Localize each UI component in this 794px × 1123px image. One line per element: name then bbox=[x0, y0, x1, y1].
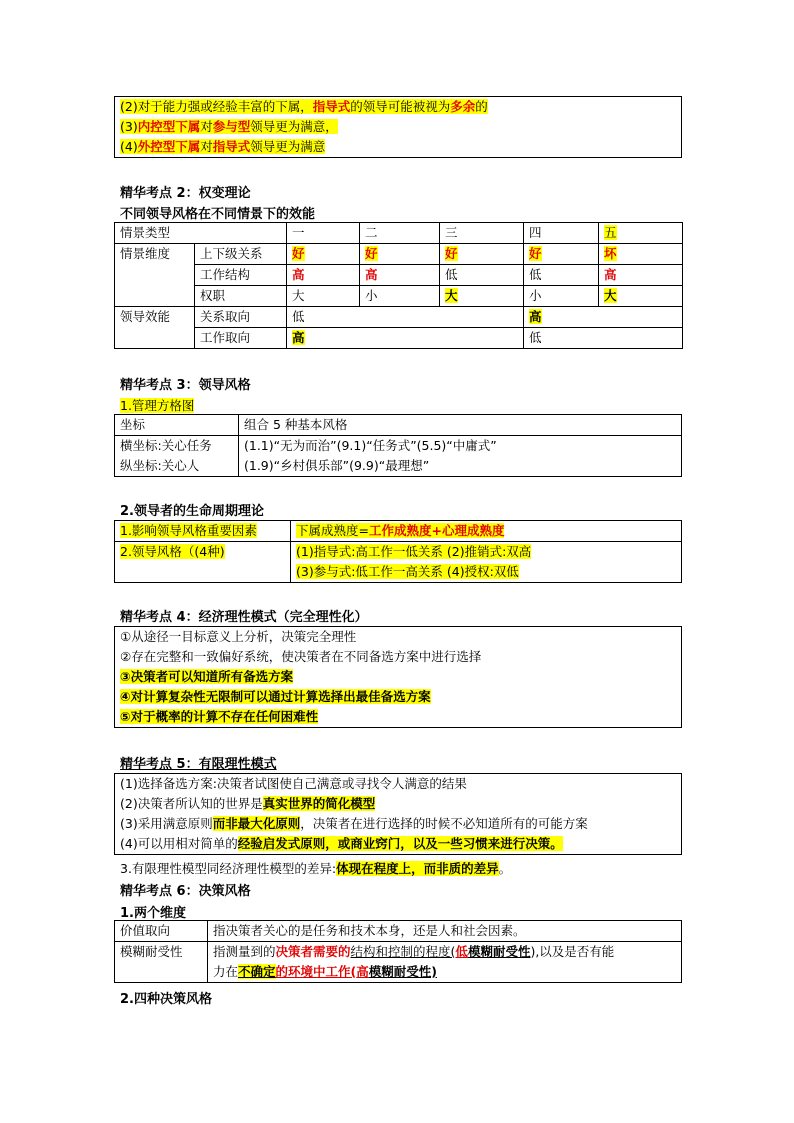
text: 高 bbox=[365, 267, 378, 282]
table-cell: 工作结构 bbox=[195, 265, 287, 286]
table-row bbox=[115, 521, 682, 542]
text: ),以及是否有能 bbox=[530, 944, 615, 959]
text: 力在 bbox=[213, 964, 239, 979]
contingency-table bbox=[114, 222, 683, 349]
table-cell bbox=[599, 265, 683, 286]
text: 2.领导风格（(4种) bbox=[120, 544, 225, 559]
table-cell: 小 bbox=[524, 286, 599, 307]
table-cell bbox=[287, 328, 524, 349]
table-row bbox=[115, 436, 682, 477]
text: (4) bbox=[120, 139, 138, 154]
text: 领导更为满意 bbox=[250, 139, 326, 154]
table-row bbox=[115, 307, 683, 328]
text: 不确定 bbox=[238, 964, 276, 979]
table-cell: 低 bbox=[287, 307, 524, 328]
table-cell bbox=[291, 542, 682, 583]
section-title: 精华考点 3：领导风格 bbox=[120, 378, 251, 393]
text: 对 bbox=[200, 119, 213, 134]
section-title: 精华考点 4：经济理性模式（完全理性化） bbox=[120, 610, 368, 625]
text: 多余 bbox=[450, 99, 476, 114]
table-cell: 小 bbox=[360, 286, 440, 307]
table-cell bbox=[287, 244, 360, 265]
table-cell: 一 bbox=[287, 223, 360, 244]
text: (3) bbox=[120, 119, 138, 134]
text: 的 bbox=[475, 99, 488, 114]
text: 工作成熟度+心理成熟度 bbox=[368, 523, 505, 538]
table-cell: 低 bbox=[524, 265, 599, 286]
text: 好 bbox=[365, 246, 378, 261]
table-row bbox=[115, 542, 682, 583]
text: 好 bbox=[445, 246, 458, 261]
text: 高 bbox=[529, 309, 542, 324]
table-row bbox=[115, 921, 682, 942]
text: ②存在完整和一致偏好系统，使决策者在不同备选方案中进行选择 bbox=[120, 649, 482, 664]
text: 五 bbox=[604, 225, 617, 240]
note-line-2 bbox=[115, 97, 681, 117]
table-row bbox=[115, 223, 683, 244]
text: 模糊耐受性) bbox=[368, 964, 437, 979]
economic-rationality-box bbox=[114, 626, 682, 728]
text bbox=[115, 687, 681, 707]
table-cell: 坐标 bbox=[115, 415, 239, 436]
table-row bbox=[115, 286, 683, 307]
note-line-3 bbox=[115, 117, 681, 137]
text: 对 bbox=[200, 139, 213, 154]
managerial-grid-table bbox=[114, 414, 682, 477]
text: (3)参与式:低工作一高关系 (4)授权:双低 bbox=[296, 564, 519, 579]
section-subtitle: 不同领导风格在不同情景下的效能 bbox=[120, 207, 316, 222]
table-cell: 低 bbox=[524, 328, 683, 349]
text: 。 bbox=[498, 861, 512, 876]
table-cell bbox=[115, 521, 291, 542]
text bbox=[115, 814, 681, 834]
text: ③决策者可以知道所有备选方案 bbox=[120, 669, 294, 684]
text: 体现在程度上，而非质的差异 bbox=[336, 861, 499, 876]
text: (3)采用满意原则 bbox=[120, 816, 213, 831]
table-cell: 情景类型 bbox=[115, 223, 287, 244]
text bbox=[115, 834, 681, 854]
subheading bbox=[120, 396, 194, 414]
table-cell bbox=[524, 244, 599, 265]
text: 外控型下属 bbox=[137, 139, 201, 154]
table-row bbox=[115, 415, 682, 436]
text: (1.1)“无为而治”(9.1)“任务式”(5.5)“中庸式” bbox=[244, 438, 497, 453]
table-cell: 大 bbox=[287, 286, 360, 307]
table-cell: 关系取向 bbox=[195, 307, 287, 328]
text: 纵坐标:关心人 bbox=[120, 458, 200, 473]
text: ④对计算复杂性无限制可以通过计算选择出最佳备选方案 bbox=[120, 689, 431, 704]
section-title: 精华考点 5：有限理性模式 bbox=[120, 757, 277, 772]
text bbox=[115, 794, 681, 814]
subheading: 2.四种决策风格 bbox=[120, 992, 212, 1007]
text: 高 bbox=[604, 267, 617, 282]
table-cell bbox=[208, 942, 682, 983]
text: 好 bbox=[292, 246, 305, 261]
text bbox=[213, 962, 676, 982]
table-cell bbox=[287, 265, 360, 286]
section-title: 精华考点 6：决策风格 bbox=[120, 884, 251, 899]
table-cell bbox=[440, 286, 524, 307]
text: 指导式 bbox=[212, 139, 251, 154]
text: 参与型 bbox=[212, 119, 251, 134]
table-cell: 指决策者关心的是任务和技术本身，还是人和社会因素。 bbox=[208, 921, 682, 942]
text: 模糊耐受性 bbox=[467, 944, 531, 959]
table-cell bbox=[360, 265, 440, 286]
text: 高 bbox=[292, 330, 305, 345]
table-cell bbox=[239, 436, 682, 477]
text: 指测量到的 bbox=[213, 944, 276, 959]
text: 决策者需要的 bbox=[275, 944, 351, 959]
text: 高 bbox=[356, 964, 369, 979]
text: 大 bbox=[604, 288, 617, 303]
text: 内控型下属 bbox=[137, 119, 201, 134]
text: (1)指导式:高工作一低关系 (2)推销式:双高 bbox=[296, 544, 532, 559]
table-cell bbox=[360, 244, 440, 265]
text: ⑤对于概率的计算不存在任何困难性 bbox=[120, 709, 319, 724]
table-cell bbox=[599, 244, 683, 265]
table-cell: 上下级关系 bbox=[195, 244, 287, 265]
table-row bbox=[115, 265, 683, 286]
table-row bbox=[115, 328, 683, 349]
text: 的领导可能被视为 bbox=[350, 99, 451, 114]
table-cell: 工作取向 bbox=[195, 328, 287, 349]
life-cycle-table bbox=[114, 520, 682, 583]
text bbox=[115, 667, 681, 687]
text: (4)可以用相对简单的 bbox=[120, 836, 238, 851]
text: 1.管理方格图 bbox=[120, 398, 195, 413]
text: 指导式 bbox=[312, 99, 351, 114]
text: (2)对于能力强或经验丰富的下属， bbox=[120, 99, 313, 114]
table-cell: 领导效能 bbox=[115, 307, 195, 349]
table-row bbox=[115, 942, 682, 983]
text: 3.有限理性模型同经济理性模型的差异: bbox=[120, 861, 337, 876]
text: ①从途径一目标意义上分析，决策完全理性 bbox=[120, 629, 357, 644]
table-cell: 低 bbox=[440, 265, 524, 286]
leadership-notes-box bbox=[114, 96, 682, 158]
text: 下属成熟度= bbox=[296, 523, 369, 538]
text bbox=[115, 707, 681, 727]
text: 高 bbox=[292, 267, 305, 282]
text: 结构和控制的程度( bbox=[350, 944, 456, 959]
text bbox=[213, 942, 676, 962]
text: (2)决策者所认知的世界是 bbox=[120, 796, 263, 811]
text: 的环境中工作( bbox=[275, 964, 357, 979]
text: (1.9)“乡村俱乐部”(9.9)“最理想” bbox=[244, 458, 430, 473]
table-cell: 模糊耐受性 bbox=[115, 942, 208, 983]
table-cell bbox=[115, 542, 291, 583]
text: 领导更为满意， bbox=[250, 119, 338, 134]
text: ，决策者在进行选择的时候不必知道所有的可能方案 bbox=[300, 816, 588, 831]
table-cell: 情景维度 bbox=[115, 244, 195, 307]
table-cell: 组合 5 种基本风格 bbox=[239, 415, 682, 436]
subheading: 1.两个维度 bbox=[120, 906, 186, 921]
text: (1)选择备选方案:决策者试图使自己满意或寻找令人满意的结果 bbox=[120, 776, 467, 791]
difference-note bbox=[120, 859, 511, 877]
text bbox=[296, 542, 676, 562]
text: 横坐标:关心任务 bbox=[120, 438, 212, 453]
table-cell bbox=[115, 436, 239, 477]
text: 坏 bbox=[604, 246, 617, 261]
table-cell: 四 bbox=[524, 223, 599, 244]
table-cell: 二 bbox=[360, 223, 440, 244]
table-cell: 权职 bbox=[195, 286, 287, 307]
table-cell bbox=[599, 223, 683, 244]
table-cell: 三 bbox=[440, 223, 524, 244]
text: 大 bbox=[445, 288, 458, 303]
note-line-4 bbox=[115, 137, 681, 157]
table-cell bbox=[291, 521, 682, 542]
bounded-rationality-box bbox=[114, 773, 682, 855]
table-row bbox=[115, 244, 683, 265]
text: 而非最大化原则 bbox=[212, 816, 301, 831]
table-cell bbox=[599, 286, 683, 307]
table-cell bbox=[524, 307, 683, 328]
text: 好 bbox=[529, 246, 542, 261]
text: 1.影响领导风格重要因素 bbox=[120, 523, 257, 538]
text bbox=[296, 562, 676, 582]
table-cell bbox=[440, 244, 524, 265]
section-title: 精华考点 2：权变理论 bbox=[120, 186, 251, 201]
text: 经验启发式原则，或商业窍门，以及一些习惯来进行决策。 bbox=[237, 836, 563, 851]
text: 低 bbox=[455, 944, 468, 959]
decision-dimension-table bbox=[114, 920, 682, 983]
text: 真实世界的简化模型 bbox=[262, 796, 376, 811]
table-cell: 价值取向 bbox=[115, 921, 208, 942]
subheading: 2.领导者的生命周期理论 bbox=[120, 504, 264, 519]
